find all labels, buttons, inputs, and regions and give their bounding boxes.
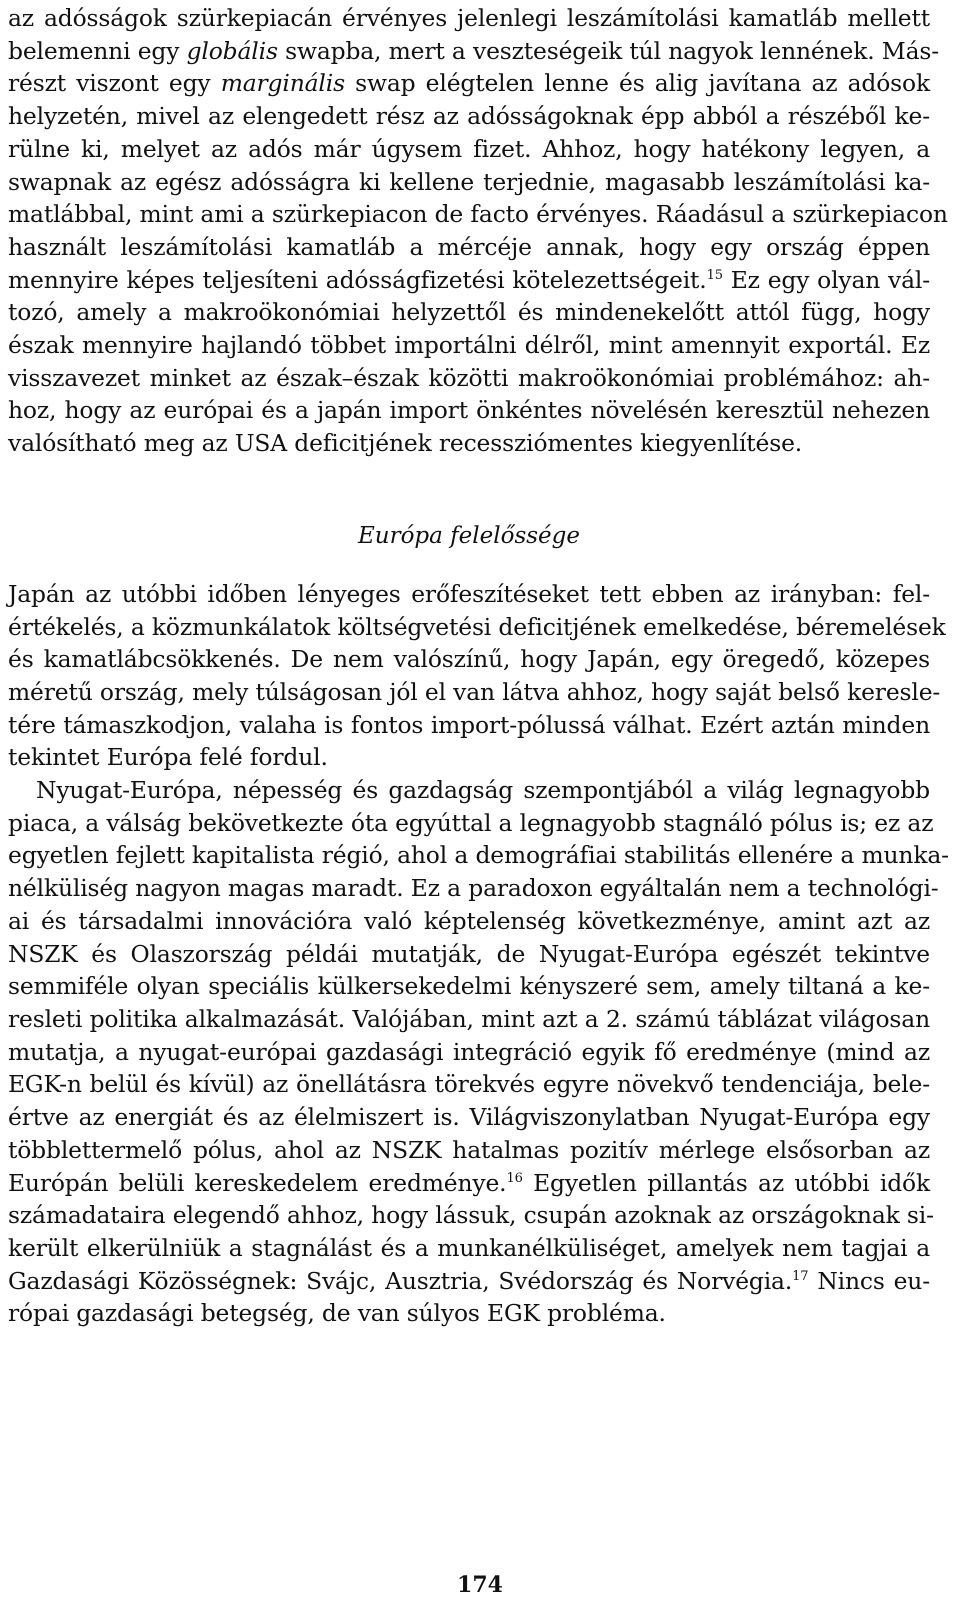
text-line <box>8 296 930 329</box>
document-page <box>8 2 949 1330</box>
text-line: számadataira elegendő ahhoz, hogy lássuk, csupán azoknak az országoknak si- <box>8 1201 934 1230</box>
text-line: egyetlen fejlett kapitalista régió, ahol a demográfiai stabilitás ellenére a munka- <box>8 841 949 870</box>
text-line: hoz, hogy az európai és a japán import önkéntes növelésén keresztül nehezen <box>8 396 930 425</box>
text-line: rópai gazdasági betegség, de van súlyos EGK probléma. <box>8 1299 666 1328</box>
text-fragment: Egyetlen pillantás az utóbbi idők <box>522 1168 930 1197</box>
text-line: többlettermelő pólus, ahol az NSZK hatalmas pozitív mérlege elsősorban az <box>8 1135 930 1164</box>
text-line: mutatja, a nyugat-európai gazdasági integráció egyik fő eredménye (mind az <box>8 1037 930 1066</box>
text-line: helyzetén, mivel az elengedett rész az adósságoknak épp abból a részéből ke- <box>8 102 930 131</box>
text-line: használt leszámítolási kamatláb a mércéje annak, hogy egy ország éppen <box>8 232 930 261</box>
text-line: tekintet Európa felé fordul. <box>8 743 328 772</box>
section-heading: Európa felelőssége <box>357 522 581 549</box>
text-line: piaca, a válság bekövetkezte óta egyúttal a legnagyobb stagnáló pólus is; ez az <box>8 808 934 837</box>
text-fragment: belemenni egy <box>8 36 187 65</box>
text-line: Japán az utóbbi időben lényeges erőfeszítéseket tett ebben az irányban: fel- <box>8 579 930 608</box>
paragraph-continuation <box>8 2 948 460</box>
text-line: értve az energiát és az élelmiszert is. Világviszonylatban Nyugat-Európa egy <box>8 1103 930 1132</box>
footnote-ref-15: 15 <box>706 267 723 283</box>
text-fragment: Gazdasági Közösségnek: Svájc, Ausztria, Svédország és Norvégia. <box>8 1266 793 1295</box>
text-line: Nyugat-Európa, népesség és gazdagság szempontjából a világ legnagyobb <box>36 776 930 805</box>
text-fragment: zó, amely a makroökonómiai helyzettől és mindenekelőtt attól függ, hogy <box>31 298 930 327</box>
paragraph-japan <box>8 578 946 774</box>
text-line <box>8 264 930 297</box>
text-line: matlábbal, mint ami a szürkepiacon de facto érvényes. Ráadásul a szürkepiacon <box>8 200 948 229</box>
text-line <box>8 67 930 100</box>
text-line: EGK-n belül és kívül) az önellátásra törekvés egyre növekvő tendenciája, bele- <box>8 1070 930 1099</box>
text-line: és kamatlábcsökkenés. De nem valószínű, hogy Japán, egy öregedő, közepes <box>8 645 930 674</box>
text-line: ai és társadalmi innovációra való képtelenség következménye, amint azt az <box>8 906 930 935</box>
text-fragment: Ez egy olyan vál- <box>722 265 930 294</box>
paragraph-western-europe <box>8 774 949 1330</box>
text-line: rülne ki, melyet az adós már úgysem fizet. Ahhoz, hogy hatékony legyen, a <box>8 134 930 163</box>
text-fragment: részt viszont egy <box>8 69 221 98</box>
page-number: 174 <box>457 1572 503 1598</box>
text-fragment: to <box>8 298 32 327</box>
text-line: NSZK és Olaszország példái mutatják, de Nyugat-Európa egészét tekintve <box>8 939 930 968</box>
text-line: resleti politika alkalmazását. Valójában, mint azt a 2. számú táblázat világosan <box>8 1004 930 1033</box>
text-line: került elkerülniük a stagnálást és a munkanélküliséget, amelyek nem tagjai a <box>8 1233 930 1262</box>
text-line: tére támaszkodjon, valaha is fontos import-pólussá válhat. Ezért aztán minden <box>8 710 930 739</box>
text-line: visszavezet minket az észak–észak közötti makroökonómiai problémához: ah- <box>8 363 930 392</box>
footnote-ref-17: 17 <box>792 1268 809 1284</box>
text-line: észak mennyire hajlandó többet importálni délről, mint amennyit exportál. Ez <box>8 331 930 360</box>
text-fragment: swapba, mert a veszteségeik túl nagyok lennének. Más- <box>277 36 939 65</box>
text-fragment: mennyire képes teljesíteni adósságfizetési kötelezettségeit. <box>8 265 707 294</box>
text-line: swapnak az egész adósságra ki kellene terjednie, magasabb leszámítolási ka- <box>8 167 930 196</box>
text-line <box>8 1265 930 1298</box>
text-line <box>8 35 939 68</box>
text-line: semmiféle olyan speciális külkersekedelmi kényszeré sem, amely tiltaná a ke- <box>8 972 930 1001</box>
text-fragment: Európán belüli kereskedelem eredménye. <box>8 1168 507 1197</box>
emphasis-marginalis: marginális <box>220 69 345 98</box>
text-line: értékelés, a közmunkálatok költségvetési deficitjének emelkedése, béremelések <box>8 612 946 641</box>
emphasis-globalis: globális <box>186 36 278 65</box>
text-line: nélküliség nagyon magas maradt. Ez a paradoxon egyáltalán nem a technológi- <box>8 874 939 903</box>
footnote-ref-16: 16 <box>506 1170 523 1186</box>
text-line: valósítható meg az USA deficitjének recessziómentes kiegyenlítése. <box>8 429 803 458</box>
text-line: méretű ország, mely túlságosan jól el van látva ahhoz, hogy saját belső kereslе- <box>8 677 941 706</box>
text-fragment: Nincs eu- <box>808 1266 930 1295</box>
text-line: az adósságok szürkepiacán érvényes jelenlegi leszámítolási kamatláb mellett <box>8 4 930 32</box>
text-fragment: swap elégtelen lenne és alig javítana az adósok <box>344 69 930 98</box>
text-line <box>8 1167 930 1200</box>
